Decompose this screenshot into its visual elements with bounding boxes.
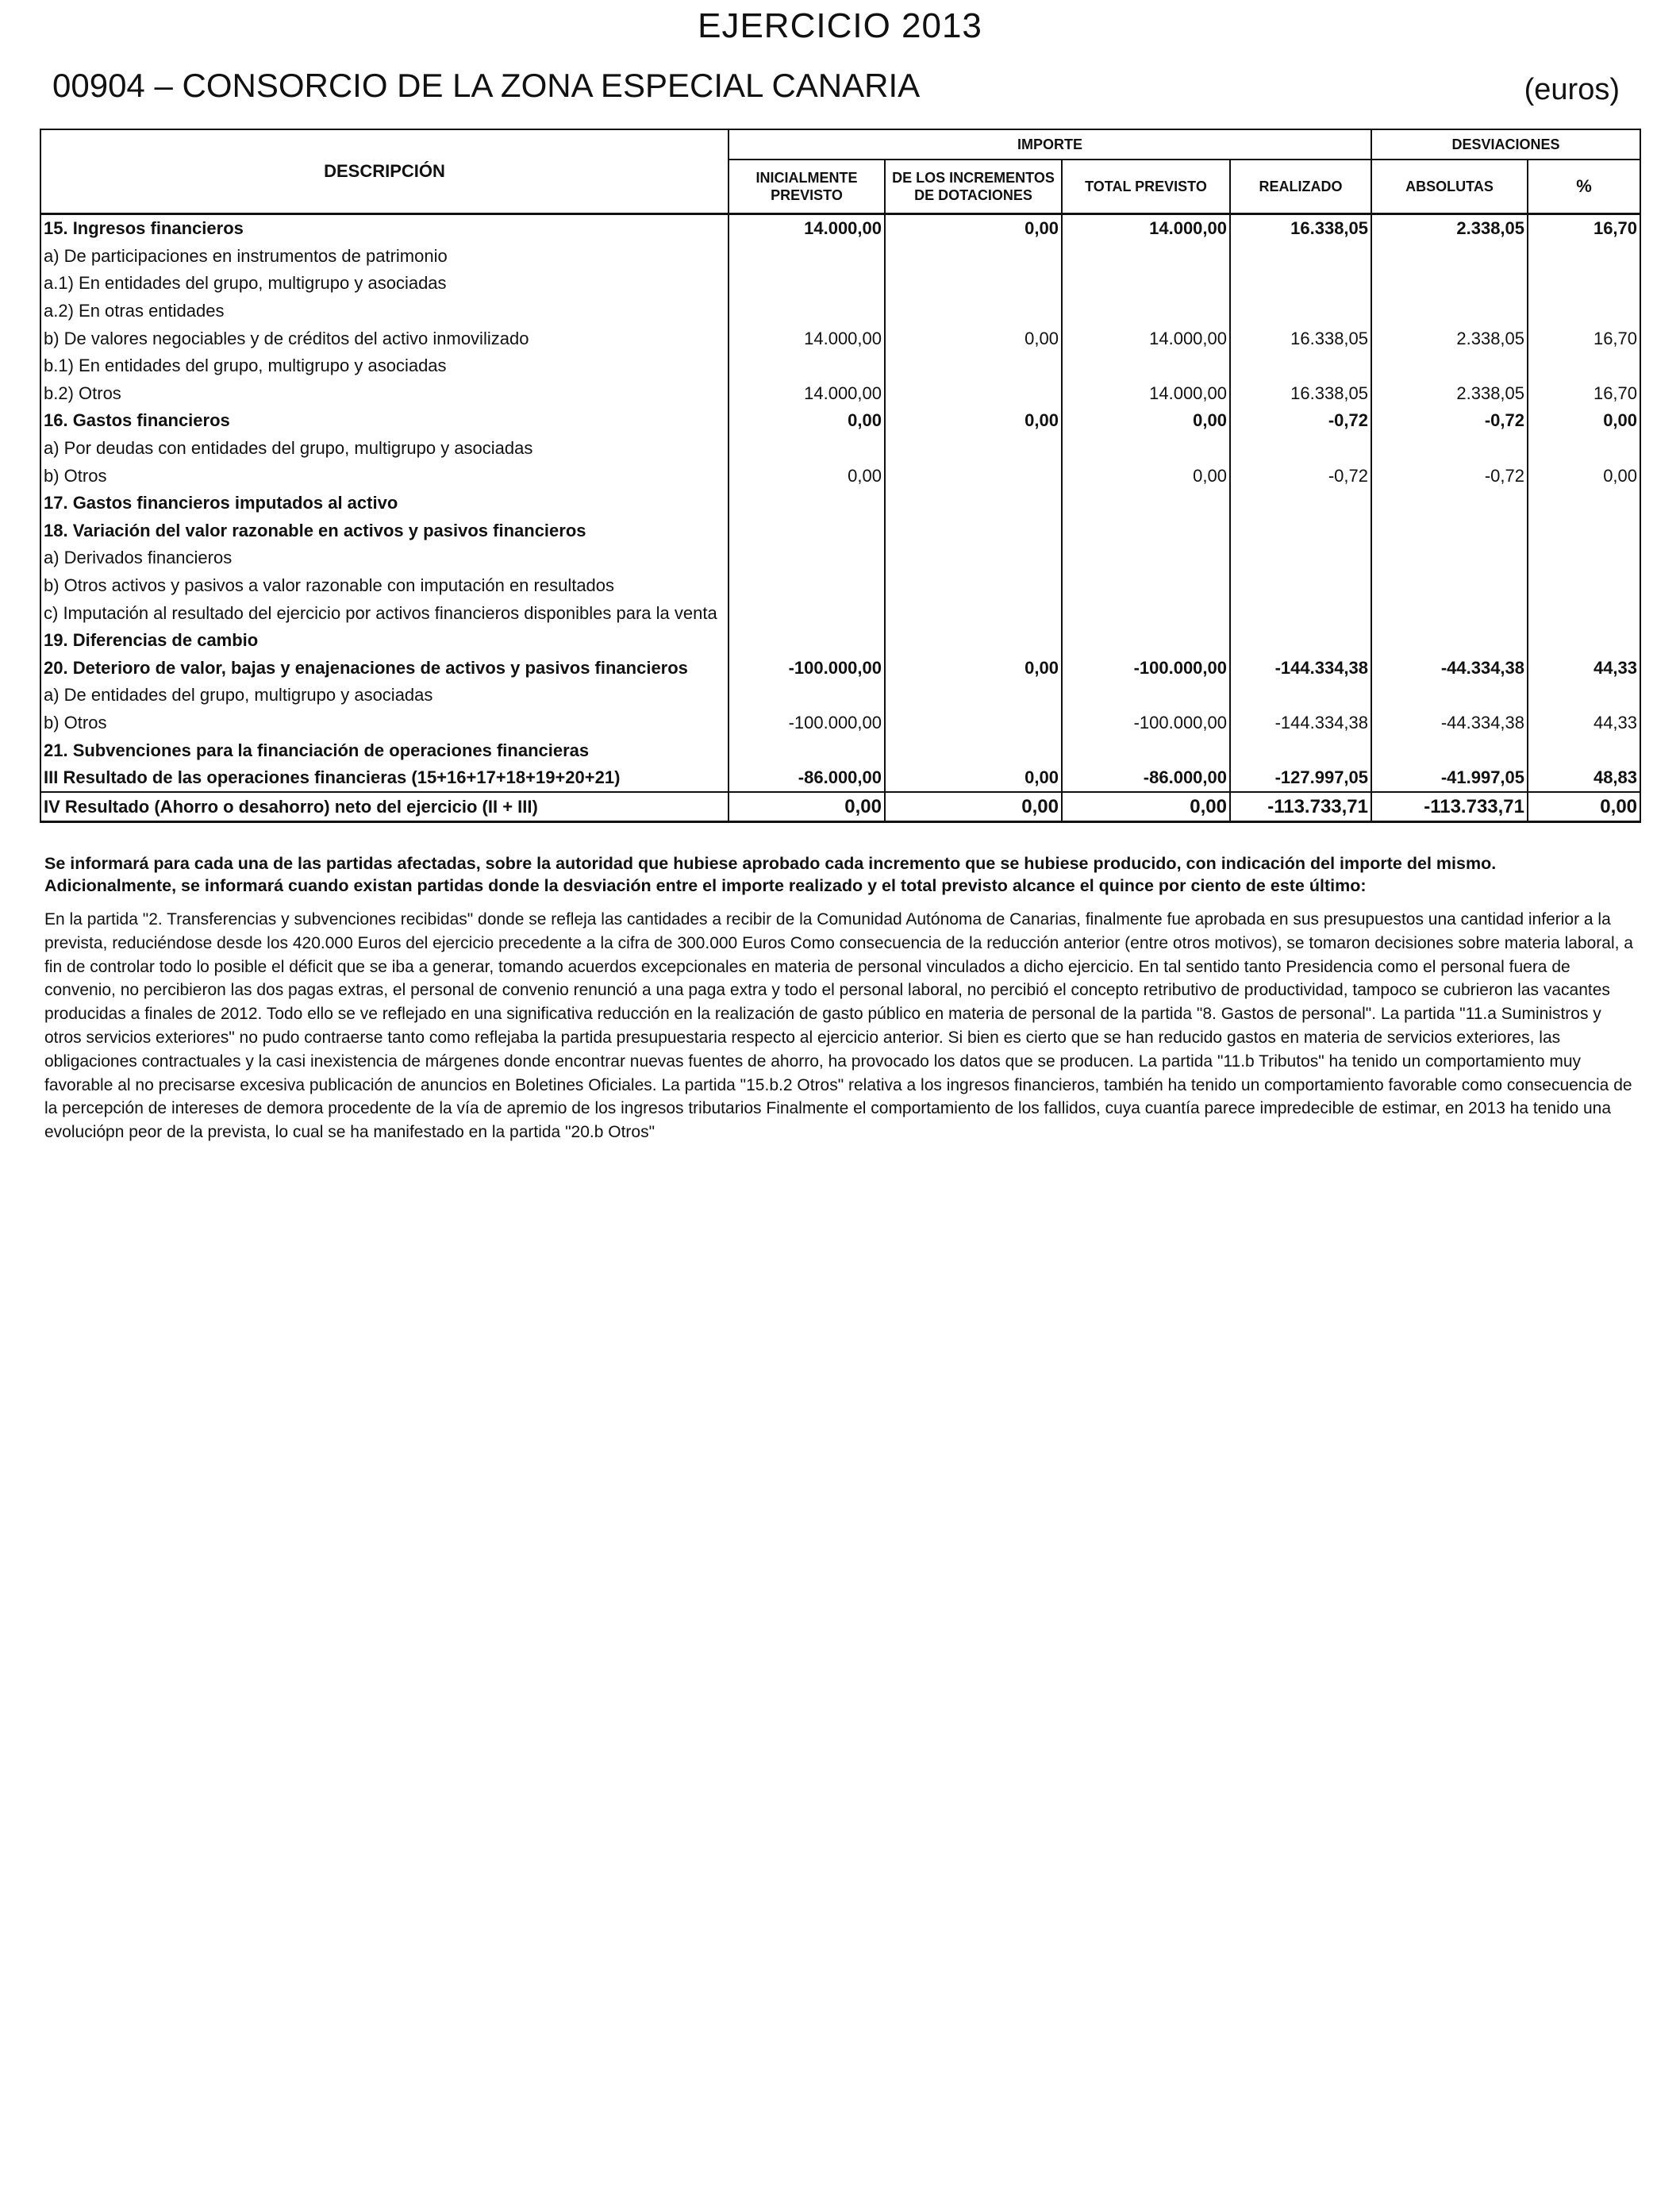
row-value: 16.338,05: [1230, 380, 1371, 408]
header-descripcion: DESCRIPCIÓN: [40, 129, 729, 214]
table-row: [40, 462, 1640, 490]
table-row: [40, 655, 1640, 682]
notes-body: En la partida "2. Transferencias y subvenciones recibidas" donde se refleja las cantidades a recibir de la Comunidad Autónoma de Canarias, finalmente fue aprobada en sus presupuestos una cantidad inferior a la prevista, reduciéndose desde los 420.000 Euros del ejercicio precedente a la cifra de 300.000 Euros Como consecuencia de la reducción anterior (entre otros motivos), se tomaron decisiones sobre materia laboral, a fin de controlar todo lo posible el déficit que se iba a generar, tomando acuerdos excepcionales en materia de personal vinculados a dicho ejercicio. En tal sentido tanto Presidencia como el personal fuera de convenio, no percibieron las dos pagas extras, el personal de convenio renunció a una paga extra y todo el personal laboral, no percibió el concepto retributivo de productividad, tampoco se cubrieron las vacantes producidas a finales de 2012. Todo ello se ve reflejado en una significativa reducción en la realización de gasto público en materia de personal de la partida "8. Gastos de personal". La partida "11.a Suministros y otros servicios exteriores" no pudo contraerse tanto como reflejaba la partida presupuestaria respecto al ejercicio anterior. Si bien es cierto que se han reducido gastos en materia de servicios exteriores, las obligaciones contractuales y la casi inexistencia de márgenes donde encontrar nuevas fuentes de ahorro, ha provocado los datos que se producen. La partida "11.b Tributos" ha tenido un comportamiento muy favorable al no precisarse excesiva publicación de anuncios en Boletines Oficiales. La partida "15.b.2 Otros" relativa a los ingresos financieros, también ha tenido un comportamiento favorable como consecuencia de la percepción de intereses de demora procedente de la vía de apremio de los ingresos tributarios Finalmente el comportamiento de los fallidos, cuya cuantía parece impredecible de estimar, en 2013 ha tenido una evoluciópn peor de la prevista, lo cual se ha manifestado en la partida "20.b Otros": [44, 910, 1633, 1142]
table-row: [40, 517, 1640, 545]
row-value: [885, 352, 1062, 380]
row-value: [1062, 736, 1230, 764]
table-row: [40, 325, 1640, 352]
row-value: 0,00: [885, 214, 1062, 243]
row-label: b.1) En entidades del grupo, multigrupo y asociadas: [40, 352, 729, 380]
row-value: 16.338,05: [1230, 214, 1371, 243]
row-value: [885, 736, 1062, 764]
row-value: [1230, 270, 1371, 298]
row-label: c) Imputación al resultado del ejercicio por activos financieros disponibles para la venta: [40, 599, 729, 627]
table-row: [40, 709, 1640, 737]
row-label: 17. Gastos financieros imputados al activo: [40, 490, 729, 517]
row-value: [1371, 627, 1528, 655]
row-value: [1062, 627, 1230, 655]
row-label: IV Resultado (Ahorro o desahorro) neto del ejercicio (II + III): [40, 792, 729, 821]
row-label: a) De entidades del grupo, multigrupo y asociadas: [40, 682, 729, 709]
row-value: -100.000,00: [729, 709, 885, 737]
row-value: 0,00: [885, 764, 1062, 793]
header-realizado: REALIZADO: [1230, 160, 1371, 214]
row-value: [1528, 517, 1640, 545]
row-value: [729, 544, 885, 572]
row-value: 0,00: [1528, 407, 1640, 435]
row-value: 14.000,00: [1062, 214, 1230, 243]
row-value: [1230, 599, 1371, 627]
page-title: EJERCICIO 2013: [698, 6, 982, 45]
row-value: -44.334,38: [1371, 709, 1528, 737]
row-value: [729, 736, 885, 764]
row-value: [1230, 352, 1371, 380]
header-importe: IMPORTE: [729, 129, 1371, 160]
row-value: -0,72: [1371, 462, 1528, 490]
row-value: 0,00: [1528, 792, 1640, 821]
row-value: -100.000,00: [1062, 655, 1230, 682]
row-value: [1230, 682, 1371, 709]
table-row: [40, 764, 1640, 793]
row-value: [885, 682, 1062, 709]
row-value: 0,00: [729, 792, 885, 821]
row-label: 19. Diferencias de cambio: [40, 627, 729, 655]
row-value: [1528, 298, 1640, 325]
row-value: -100.000,00: [1062, 709, 1230, 737]
row-value: [1528, 682, 1640, 709]
row-value: 2.338,05: [1371, 214, 1528, 243]
row-value: [885, 380, 1062, 408]
row-value: 2.338,05: [1371, 380, 1528, 408]
row-value: [885, 572, 1062, 600]
row-value: [1230, 243, 1371, 271]
table-row: [40, 270, 1640, 298]
row-value: -0,72: [1230, 462, 1371, 490]
table-row: [40, 682, 1640, 709]
notes-intro: Se informará para cada una de las partidas afectadas, sobre la autoridad que hubiese aprobado cada incremento que se hubiese producido, con indicación del importe del mismo. Adicionalmente, se informará cuando existan partidas donde la desviación entre el importe realizado y el total previsto alcance el quince por ciento de este último:: [44, 854, 1497, 895]
row-value: -144.334,38: [1230, 709, 1371, 737]
row-value: [1528, 490, 1640, 517]
row-value: 16,70: [1528, 325, 1640, 352]
row-value: [885, 544, 1062, 572]
row-value: [1371, 736, 1528, 764]
row-label: 18. Variación del valor razonable en activos y pasivos financieros: [40, 517, 729, 545]
row-value: 2.338,05: [1371, 325, 1528, 352]
row-value: [1062, 298, 1230, 325]
row-value: [729, 435, 885, 463]
table-row: [40, 792, 1640, 821]
row-value: [1371, 352, 1528, 380]
row-value: 0,00: [1062, 407, 1230, 435]
row-value: [1528, 544, 1640, 572]
row-value: [729, 572, 885, 600]
row-label: 16. Gastos financieros: [40, 407, 729, 435]
header-total-previsto: TOTAL PREVISTO: [1062, 160, 1230, 214]
header-absolutas: ABSOLUTAS: [1371, 160, 1528, 214]
row-value: [1230, 736, 1371, 764]
row-label: III Resultado de las operaciones financieras (15+16+17+18+19+20+21): [40, 764, 729, 793]
table-row: [40, 298, 1640, 325]
row-value: [729, 352, 885, 380]
row-value: [1528, 352, 1640, 380]
row-value: 14.000,00: [729, 214, 885, 243]
row-value: -41.997,05: [1371, 764, 1528, 793]
row-value: [885, 599, 1062, 627]
row-value: -144.334,38: [1230, 655, 1371, 682]
row-value: [1062, 352, 1230, 380]
row-value: 16,70: [1528, 380, 1640, 408]
row-value: [885, 298, 1062, 325]
header-incrementos: DE LOS INCREMENTOS DE DOTACIONES: [885, 160, 1062, 214]
row-value: [1230, 517, 1371, 545]
row-value: [1528, 243, 1640, 271]
row-value: [1230, 572, 1371, 600]
row-value: [1528, 599, 1640, 627]
row-value: -100.000,00: [729, 655, 885, 682]
row-value: [885, 462, 1062, 490]
row-value: 14.000,00: [1062, 325, 1230, 352]
row-value: [1528, 270, 1640, 298]
row-value: [1230, 490, 1371, 517]
row-label: 20. Deterioro de valor, bajas y enajenaciones de activos y pasivos financieros: [40, 655, 729, 682]
table-row: [40, 243, 1640, 271]
row-value: [1371, 599, 1528, 627]
row-value: [885, 435, 1062, 463]
row-value: [1062, 682, 1230, 709]
row-value: [1062, 435, 1230, 463]
row-value: [1528, 736, 1640, 764]
row-value: 16,70: [1528, 214, 1640, 243]
row-value: -113.733,71: [1371, 792, 1528, 821]
row-value: [885, 517, 1062, 545]
row-value: 44,33: [1528, 655, 1640, 682]
row-value: -86.000,00: [729, 764, 885, 793]
row-value: [1230, 298, 1371, 325]
row-label: a) Derivados financieros: [40, 544, 729, 572]
row-value: [1230, 627, 1371, 655]
row-value: [1062, 270, 1230, 298]
row-value: [1371, 682, 1528, 709]
table-row: [40, 490, 1640, 517]
row-label: b) Otros: [40, 462, 729, 490]
table-row: [40, 599, 1640, 627]
row-value: -86.000,00: [1062, 764, 1230, 793]
row-value: [885, 270, 1062, 298]
row-value: [885, 490, 1062, 517]
header-desviaciones: DESVIACIONES: [1371, 129, 1640, 160]
table-row: [40, 214, 1640, 243]
row-value: [885, 243, 1062, 271]
row-value: [1371, 490, 1528, 517]
row-value: [1528, 572, 1640, 600]
row-label: 15. Ingresos financieros: [40, 214, 729, 243]
row-value: [1371, 435, 1528, 463]
row-value: 14.000,00: [729, 380, 885, 408]
row-value: 48,83: [1528, 764, 1640, 793]
row-value: [1062, 544, 1230, 572]
row-value: [729, 627, 885, 655]
row-label: b) Otros activos y pasivos a valor razonable con imputación en resultados: [40, 572, 729, 600]
row-value: [1062, 243, 1230, 271]
row-value: [729, 517, 885, 545]
row-value: 0,00: [885, 655, 1062, 682]
row-value: 14.000,00: [729, 325, 885, 352]
row-value: [885, 709, 1062, 737]
row-label: a.2) En otras entidades: [40, 298, 729, 325]
row-value: -113.733,71: [1230, 792, 1371, 821]
row-value: [1371, 544, 1528, 572]
row-value: [1371, 243, 1528, 271]
table-row: [40, 407, 1640, 435]
row-value: [1062, 517, 1230, 545]
row-label: a) Por deudas con entidades del grupo, multigrupo y asociadas: [40, 435, 729, 463]
table-row: [40, 380, 1640, 408]
row-label: a) De participaciones en instrumentos de patrimonio: [40, 243, 729, 271]
row-label: b.2) Otros: [40, 380, 729, 408]
row-value: -44.334,38: [1371, 655, 1528, 682]
row-value: 0,00: [729, 462, 885, 490]
row-value: [1371, 298, 1528, 325]
row-value: [729, 298, 885, 325]
table-row: [40, 627, 1640, 655]
row-value: [885, 627, 1062, 655]
row-value: 44,33: [1528, 709, 1640, 737]
row-value: 0,00: [885, 792, 1062, 821]
row-value: 0,00: [1528, 462, 1640, 490]
header-inicialmente-previsto: INICIALMENTE PREVISTO: [729, 160, 885, 214]
row-value: [729, 599, 885, 627]
row-value: [1062, 599, 1230, 627]
row-value: [1230, 435, 1371, 463]
row-value: 0,00: [1062, 792, 1230, 821]
row-label: a.1) En entidades del grupo, multigrupo y asociadas: [40, 270, 729, 298]
row-label: b) De valores negociables y de créditos del activo inmovilizado: [40, 325, 729, 352]
table-body: [40, 214, 1640, 822]
row-value: [1371, 517, 1528, 545]
row-value: -0,72: [1371, 407, 1528, 435]
row-value: 16.338,05: [1230, 325, 1371, 352]
row-value: [1371, 572, 1528, 600]
header-pct: %: [1528, 160, 1640, 214]
entity-title: 00904 – CONSORCIO DE LA ZONA ESPECIAL CANARIA: [52, 67, 921, 104]
units-label: (euros): [1524, 73, 1620, 106]
table-row: [40, 544, 1640, 572]
row-value: -0,72: [1230, 407, 1371, 435]
row-value: [729, 270, 885, 298]
row-value: [1062, 572, 1230, 600]
row-value: [1371, 270, 1528, 298]
row-label: b) Otros: [40, 709, 729, 737]
row-value: 0,00: [1062, 462, 1230, 490]
row-value: 14.000,00: [1062, 380, 1230, 408]
table-row: [40, 736, 1640, 764]
table-row: [40, 435, 1640, 463]
table-row: [40, 572, 1640, 600]
row-value: [1230, 544, 1371, 572]
row-value: 0,00: [885, 407, 1062, 435]
row-value: [1528, 435, 1640, 463]
row-label: 21. Subvenciones para la financiación de operaciones financieras: [40, 736, 729, 764]
row-value: [1528, 627, 1640, 655]
row-value: 0,00: [729, 407, 885, 435]
row-value: [729, 682, 885, 709]
row-value: [1062, 490, 1230, 517]
row-value: [729, 490, 885, 517]
row-value: [729, 243, 885, 271]
row-value: 0,00: [885, 325, 1062, 352]
table-row: [40, 352, 1640, 380]
budget-table: [40, 129, 1641, 823]
row-value: -127.997,05: [1230, 764, 1371, 793]
